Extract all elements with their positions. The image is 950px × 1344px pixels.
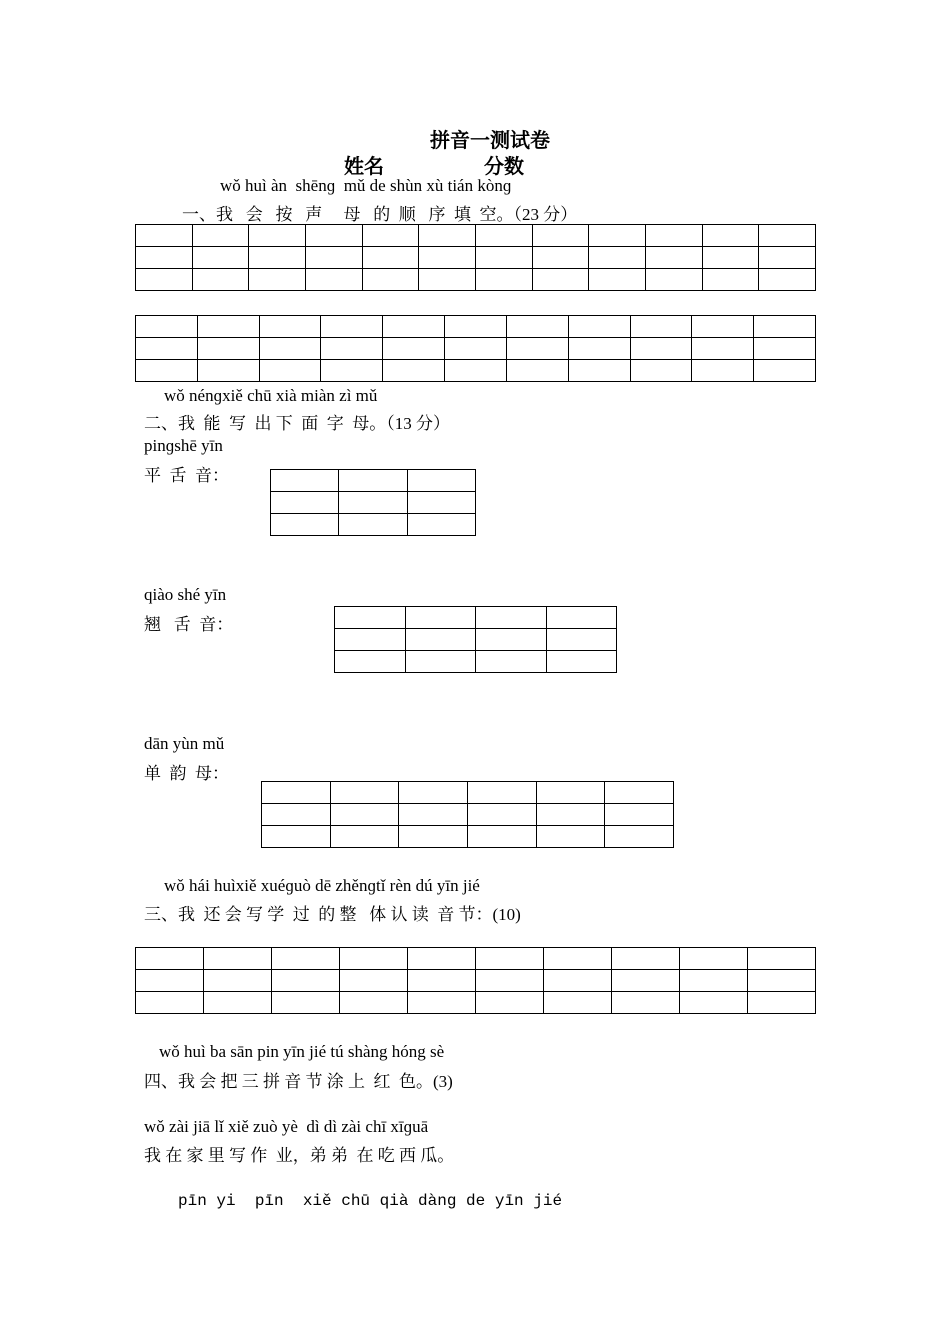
answer-cell[interactable]	[544, 948, 612, 970]
answer-grid-initials-b[interactable]	[135, 315, 816, 382]
answer-cell[interactable]	[568, 360, 630, 382]
section2-question: 二、我 能 写 出 下 面 字 母。（13 分）	[144, 414, 450, 433]
answer-cell[interactable]	[702, 247, 759, 269]
answer-cell[interactable]	[475, 225, 532, 247]
flat-tongue-label: 平 舌 音：	[144, 466, 229, 485]
answer-cell[interactable]	[340, 948, 408, 970]
answer-cell[interactable]	[407, 470, 475, 492]
answer-cell[interactable]	[362, 269, 419, 291]
answer-cell[interactable]	[136, 970, 204, 992]
answer-cell[interactable]	[192, 225, 249, 247]
answer-cell[interactable]	[407, 492, 475, 514]
answer-cell[interactable]	[759, 225, 816, 247]
answer-cell[interactable]	[605, 804, 674, 826]
answer-cell[interactable]	[249, 225, 306, 247]
answer-cell[interactable]	[136, 992, 204, 1014]
answer-cell[interactable]	[536, 782, 605, 804]
answer-cell[interactable]	[630, 338, 692, 360]
grid-row	[262, 782, 674, 804]
answer-cell[interactable]	[136, 338, 198, 360]
answer-cell[interactable]	[546, 629, 617, 651]
grid-row	[335, 629, 617, 651]
answer-cell[interactable]	[612, 970, 680, 992]
answer-cell[interactable]	[340, 992, 408, 1014]
answer-cell[interactable]	[335, 651, 406, 673]
answer-cell[interactable]	[407, 514, 475, 536]
answer-cell[interactable]	[321, 338, 383, 360]
name-label: 姓名	[344, 156, 384, 178]
grid-row	[136, 948, 816, 970]
answer-cell[interactable]	[589, 247, 646, 269]
answer-cell[interactable]	[272, 970, 340, 992]
answer-cell[interactable]	[197, 338, 259, 360]
answer-cell[interactable]	[476, 992, 544, 1014]
answer-cell[interactable]	[568, 338, 630, 360]
answer-cell[interactable]	[630, 316, 692, 338]
answer-cell[interactable]	[445, 338, 507, 360]
answer-cell[interactable]	[136, 225, 193, 247]
answer-cell[interactable]	[399, 804, 468, 826]
grid-row	[262, 826, 674, 848]
answer-cell[interactable]	[408, 970, 476, 992]
answer-cell[interactable]	[197, 360, 259, 382]
grid-row	[271, 514, 476, 536]
answer-cell[interactable]	[605, 782, 674, 804]
grid-row	[335, 607, 617, 629]
answer-cell[interactable]	[680, 970, 748, 992]
answer-cell[interactable]	[259, 360, 321, 382]
answer-cell[interactable]	[249, 247, 306, 269]
answer-cell[interactable]	[408, 992, 476, 1014]
answer-cell[interactable]	[136, 269, 193, 291]
answer-cell[interactable]	[259, 338, 321, 360]
answer-cell[interactable]	[544, 970, 612, 992]
answer-cell[interactable]	[339, 492, 407, 514]
answer-cell[interactable]	[630, 360, 692, 382]
answer-cell[interactable]	[754, 360, 816, 382]
simple-vowel-label: 单 韵 母：	[144, 764, 229, 783]
answer-cell[interactable]	[467, 826, 536, 848]
section2-pinyin: wǒ nénɡxiě chū xià miàn zì mǔ	[164, 386, 378, 405]
section3-pinyin: wǒ hái huìxiě xuéɡuò dē zhěnɡtǐ rèn dú yīn jié	[164, 876, 480, 895]
answer-cell[interactable]	[408, 948, 476, 970]
answer-cell[interactable]	[532, 247, 589, 269]
answer-cell[interactable]	[748, 948, 816, 970]
answer-cell[interactable]	[204, 992, 272, 1014]
answer-cell[interactable]	[445, 316, 507, 338]
flat-tongue-pinyin: pinɡshē yīn	[144, 436, 223, 455]
grid-row	[271, 492, 476, 514]
answer-cell[interactable]	[759, 247, 816, 269]
grid-row	[136, 247, 816, 269]
answer-cell[interactable]	[476, 970, 544, 992]
answer-cell[interactable]	[532, 225, 589, 247]
answer-cell[interactable]	[759, 269, 816, 291]
answer-cell[interactable]	[136, 316, 198, 338]
section4-question: 四、我 会 把 三 拼 音 节 涂 上 红 色。(3)	[144, 1072, 453, 1091]
retroflex-pinyin: qiào shé yīn	[144, 585, 227, 604]
answer-cell[interactable]	[321, 316, 383, 338]
answer-grid-flat-tongue[interactable]	[270, 469, 476, 536]
answer-cell[interactable]	[692, 316, 754, 338]
answer-cell[interactable]	[546, 651, 617, 673]
answer-cell[interactable]	[467, 804, 536, 826]
answer-cell[interactable]	[335, 607, 406, 629]
answer-cell[interactable]	[506, 360, 568, 382]
section5-pinyin: pīn yi pīn xiě chū qià dàng de yīn jié	[178, 1192, 563, 1210]
answer-cell[interactable]	[362, 247, 419, 269]
answer-cell[interactable]	[419, 247, 476, 269]
grid-row	[136, 338, 816, 360]
grid-row	[271, 470, 476, 492]
answer-grid-initials-a[interactable]	[135, 224, 816, 291]
answer-cell[interactable]	[204, 948, 272, 970]
answer-cell[interactable]	[259, 316, 321, 338]
answer-cell[interactable]	[321, 360, 383, 382]
answer-cell[interactable]	[702, 225, 759, 247]
answer-cell[interactable]	[476, 948, 544, 970]
answer-cell[interactable]	[544, 992, 612, 1014]
answer-cell[interactable]	[536, 804, 605, 826]
grid-row	[262, 804, 674, 826]
answer-cell[interactable]	[136, 247, 193, 269]
answer-cell[interactable]	[692, 360, 754, 382]
answer-cell[interactable]	[271, 514, 339, 536]
answer-cell[interactable]	[262, 782, 331, 804]
answer-cell[interactable]	[192, 269, 249, 291]
sentence-text[interactable]: 我 在 家 里 写 作 业，弟 弟 在 吃 西 瓜。	[144, 1146, 455, 1165]
answer-cell[interactable]	[612, 948, 680, 970]
grid-row	[136, 992, 816, 1014]
answer-cell[interactable]	[748, 992, 816, 1014]
answer-cell[interactable]	[330, 804, 399, 826]
answer-cell[interactable]	[272, 992, 340, 1014]
answer-cell[interactable]	[405, 607, 476, 629]
page-title: 拼音一测试卷	[430, 130, 550, 152]
answer-cell[interactable]	[506, 316, 568, 338]
answer-cell[interactable]	[476, 651, 547, 673]
answer-cell[interactable]	[754, 316, 816, 338]
simple-vowel-pinyin: dān yùn mǔ	[144, 734, 225, 753]
answer-cell[interactable]	[362, 225, 419, 247]
grid-row	[136, 360, 816, 382]
answer-cell[interactable]	[475, 269, 532, 291]
answer-cell[interactable]	[339, 470, 407, 492]
answer-cell[interactable]	[419, 225, 476, 247]
answer-cell[interactable]	[383, 316, 445, 338]
answer-cell[interactable]	[748, 970, 816, 992]
answer-cell[interactable]	[589, 269, 646, 291]
answer-cell[interactable]	[754, 338, 816, 360]
grid-row	[136, 225, 816, 247]
sentence-pinyin: wǒ zài jiā lǐ xiě zuò yè dì dì zài chī xīɡuā	[144, 1117, 429, 1136]
answer-cell[interactable]	[405, 651, 476, 673]
answer-cell[interactable]	[467, 782, 536, 804]
answer-cell[interactable]	[204, 970, 272, 992]
answer-cell[interactable]	[405, 629, 476, 651]
answer-cell[interactable]	[272, 948, 340, 970]
answer-cell[interactable]	[249, 269, 306, 291]
answer-cell[interactable]	[305, 247, 362, 269]
answer-cell[interactable]	[271, 492, 339, 514]
answer-cell[interactable]	[330, 782, 399, 804]
answer-cell[interactable]	[192, 247, 249, 269]
answer-cell[interactable]	[680, 948, 748, 970]
score-label: 分数	[484, 156, 524, 178]
answer-cell[interactable]	[330, 826, 399, 848]
grid-row	[335, 651, 617, 673]
answer-cell[interactable]	[645, 225, 702, 247]
answer-cell[interactable]	[399, 782, 468, 804]
answer-cell[interactable]	[136, 360, 198, 382]
answer-cell[interactable]	[645, 269, 702, 291]
answer-cell[interactable]	[589, 225, 646, 247]
answer-cell[interactable]	[197, 316, 259, 338]
answer-cell[interactable]	[536, 826, 605, 848]
answer-cell[interactable]	[568, 316, 630, 338]
grid-row	[136, 970, 816, 992]
answer-cell[interactable]	[476, 629, 547, 651]
answer-cell[interactable]	[339, 514, 407, 536]
answer-cell[interactable]	[335, 629, 406, 651]
answer-cell[interactable]	[399, 826, 468, 848]
answer-cell[interactable]	[383, 338, 445, 360]
answer-cell[interactable]	[645, 247, 702, 269]
answer-cell[interactable]	[305, 269, 362, 291]
grid-row	[136, 316, 816, 338]
grid-row	[136, 269, 816, 291]
answer-cell[interactable]	[475, 247, 532, 269]
answer-cell[interactable]	[605, 826, 674, 848]
answer-cell[interactable]	[262, 826, 331, 848]
answer-grid-retroflex[interactable]	[334, 606, 617, 673]
answer-cell[interactable]	[419, 269, 476, 291]
retroflex-label: 翘 舌 音：	[144, 615, 234, 634]
section4-pinyin: wǒ huì ba sān pin yīn jié tú shàng hóng sè	[159, 1042, 445, 1061]
answer-grid-whole-syllables[interactable]	[135, 947, 816, 1014]
section1-question: 一、我 会 按 声 母 的 顺 序 填 空。（23 分）	[182, 205, 578, 224]
answer-cell[interactable]	[532, 269, 589, 291]
answer-cell[interactable]	[340, 970, 408, 992]
answer-grid-simple-vowels[interactable]	[261, 781, 674, 848]
answer-cell[interactable]	[506, 338, 568, 360]
answer-cell[interactable]	[612, 992, 680, 1014]
answer-cell[interactable]	[445, 360, 507, 382]
answer-cell[interactable]	[305, 225, 362, 247]
answer-cell[interactable]	[262, 804, 331, 826]
answer-cell[interactable]	[680, 992, 748, 1014]
answer-cell[interactable]	[702, 269, 759, 291]
answer-cell[interactable]	[546, 607, 617, 629]
answer-cell[interactable]	[136, 948, 204, 970]
section1-pinyin: wǒ huì àn shēnɡ mǔ de shùn xù tián kònɡ	[220, 176, 512, 195]
answer-cell[interactable]	[383, 360, 445, 382]
answer-cell[interactable]	[476, 607, 547, 629]
answer-cell[interactable]	[271, 470, 339, 492]
answer-cell[interactable]	[692, 338, 754, 360]
section3-question: 三、我 还 会 写 学 过 的 整 体 认 读 音 节：(10)	[144, 905, 521, 924]
